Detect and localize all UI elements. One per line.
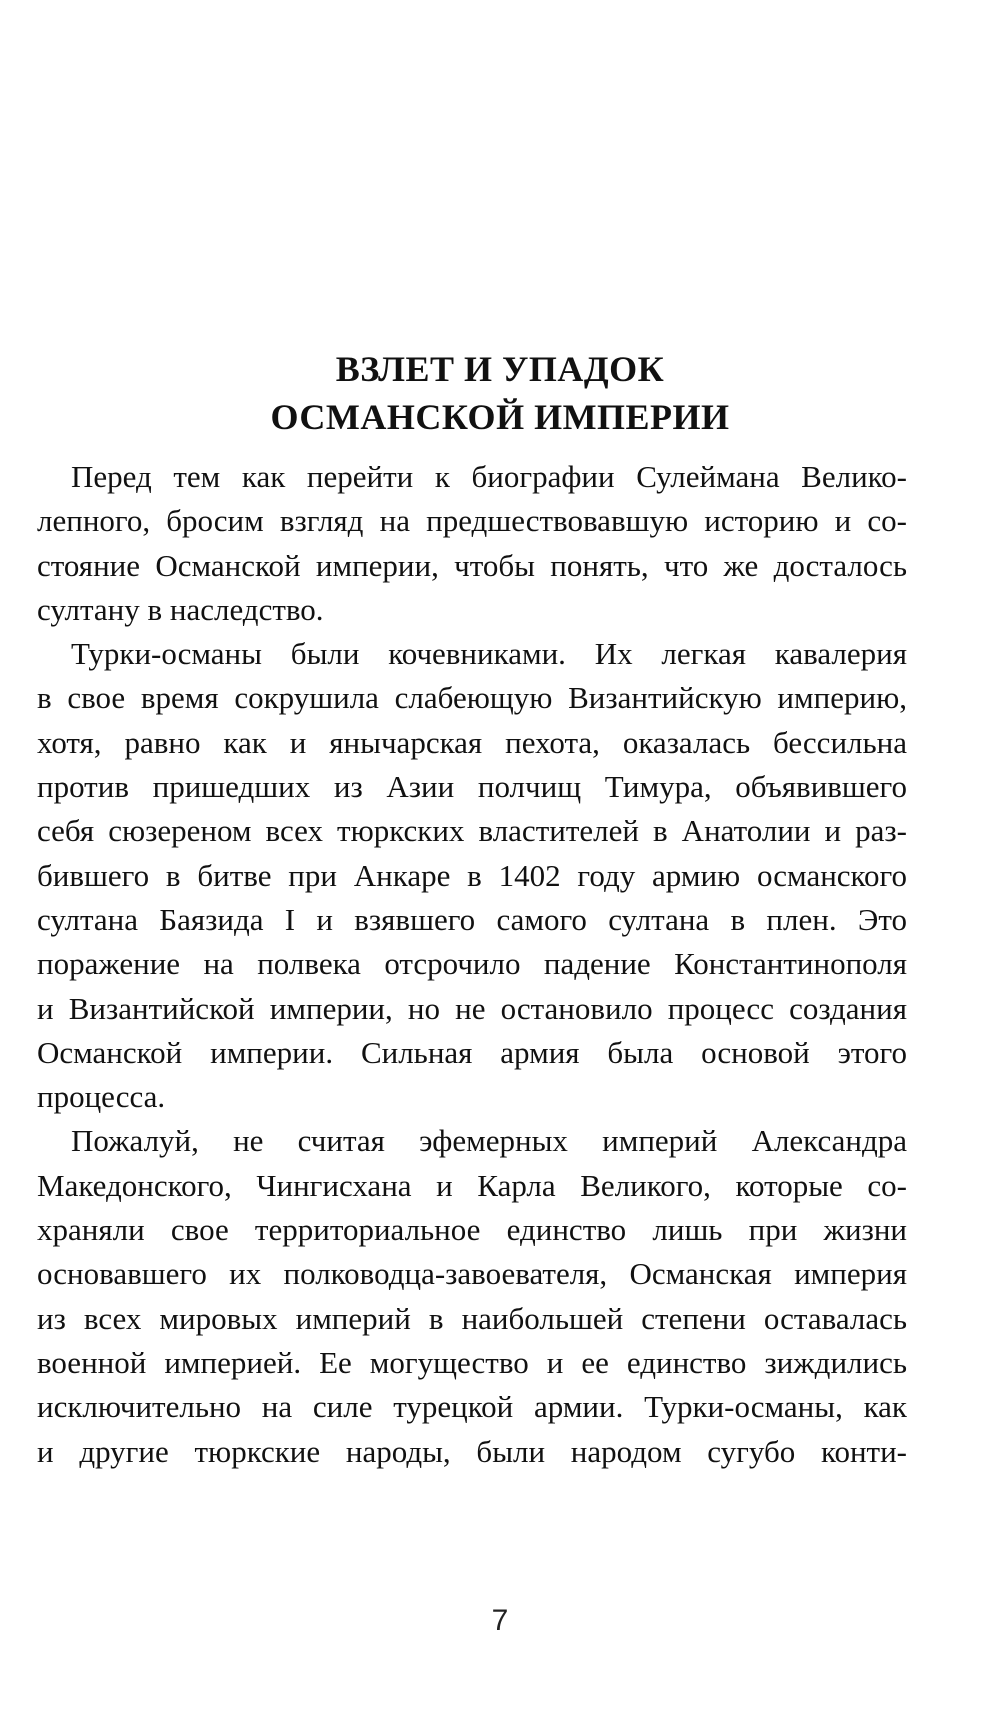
paragraph-1: [37, 455, 907, 632]
text-line: основавшего их полководца-завоевателя, Османская империя: [37, 1256, 907, 1292]
paragraph-3: [37, 1119, 907, 1473]
text-line: хотя, равно как и янычарская пехота, оказалась бессильна: [37, 724, 907, 760]
text-line: Османской империи. Сильная армия была основой этого: [37, 1034, 907, 1070]
text-line: лепного, бросим взгляд на предшествовавшую историю и со-: [37, 503, 907, 539]
text-line: султана Баязида I и взявшего самого султана в плен. Это: [37, 901, 907, 937]
chapter-title-line-2: ОСМАНСКОЙ ИМПЕРИИ: [270, 397, 730, 437]
text-line: военной империей. Ее могущество и ее единство зиждились: [37, 1344, 907, 1380]
body-text: [37, 455, 907, 1474]
text-line: Перед тем как перейти к биографии Сулеймана Велико-: [71, 459, 907, 494]
page-number: 7: [491, 1604, 509, 1637]
text-line: бившего в битве при Анкаре в 1402 году армию османского: [37, 857, 907, 893]
text-line: Пожалуй, не считая эфемерных империй Александра: [71, 1123, 907, 1159]
text-line: в свое время сокрушила слабеющую Византийскую империю,: [37, 680, 907, 716]
chapter-title-line-1: ВЗЛЕТ И УПАДОК: [335, 349, 665, 389]
text-line: Македонского, Чингисхана и Карла Великого, которые со-: [37, 1167, 907, 1203]
text-line: против пришедших из Азии полчищ Тимура, объявившего: [37, 769, 907, 805]
text-line: и другие тюркские народы, были народом сугубо конти-: [37, 1433, 907, 1469]
text-line: себя сюзереном всех тюркских властителей в Анатолии и раз-: [37, 813, 907, 849]
text-line: Турки-османы были кочевниками. Их легкая кавалерия: [71, 636, 907, 672]
text-line: процесса.: [37, 1079, 166, 1115]
text-line: из всех мировых империй в наибольшей степени оставалась: [37, 1300, 907, 1336]
paragraph-2: [37, 632, 907, 1119]
text-line: стояние Османской империи, чтобы понять, что же досталось: [37, 547, 907, 583]
text-line: исключительно на силе турецкой армии. Турки-османы, как: [37, 1389, 907, 1425]
text-line: поражение на полвека отсрочило падение Константинополя: [37, 946, 907, 982]
text-line: и Византийской империи, но не остановило процесс создания: [37, 990, 907, 1026]
chapter-title: [0, 345, 1000, 441]
text-line: султану в наследство.: [37, 591, 324, 627]
text-line: храняли свое территориальное единство лишь при жизни: [37, 1212, 907, 1248]
